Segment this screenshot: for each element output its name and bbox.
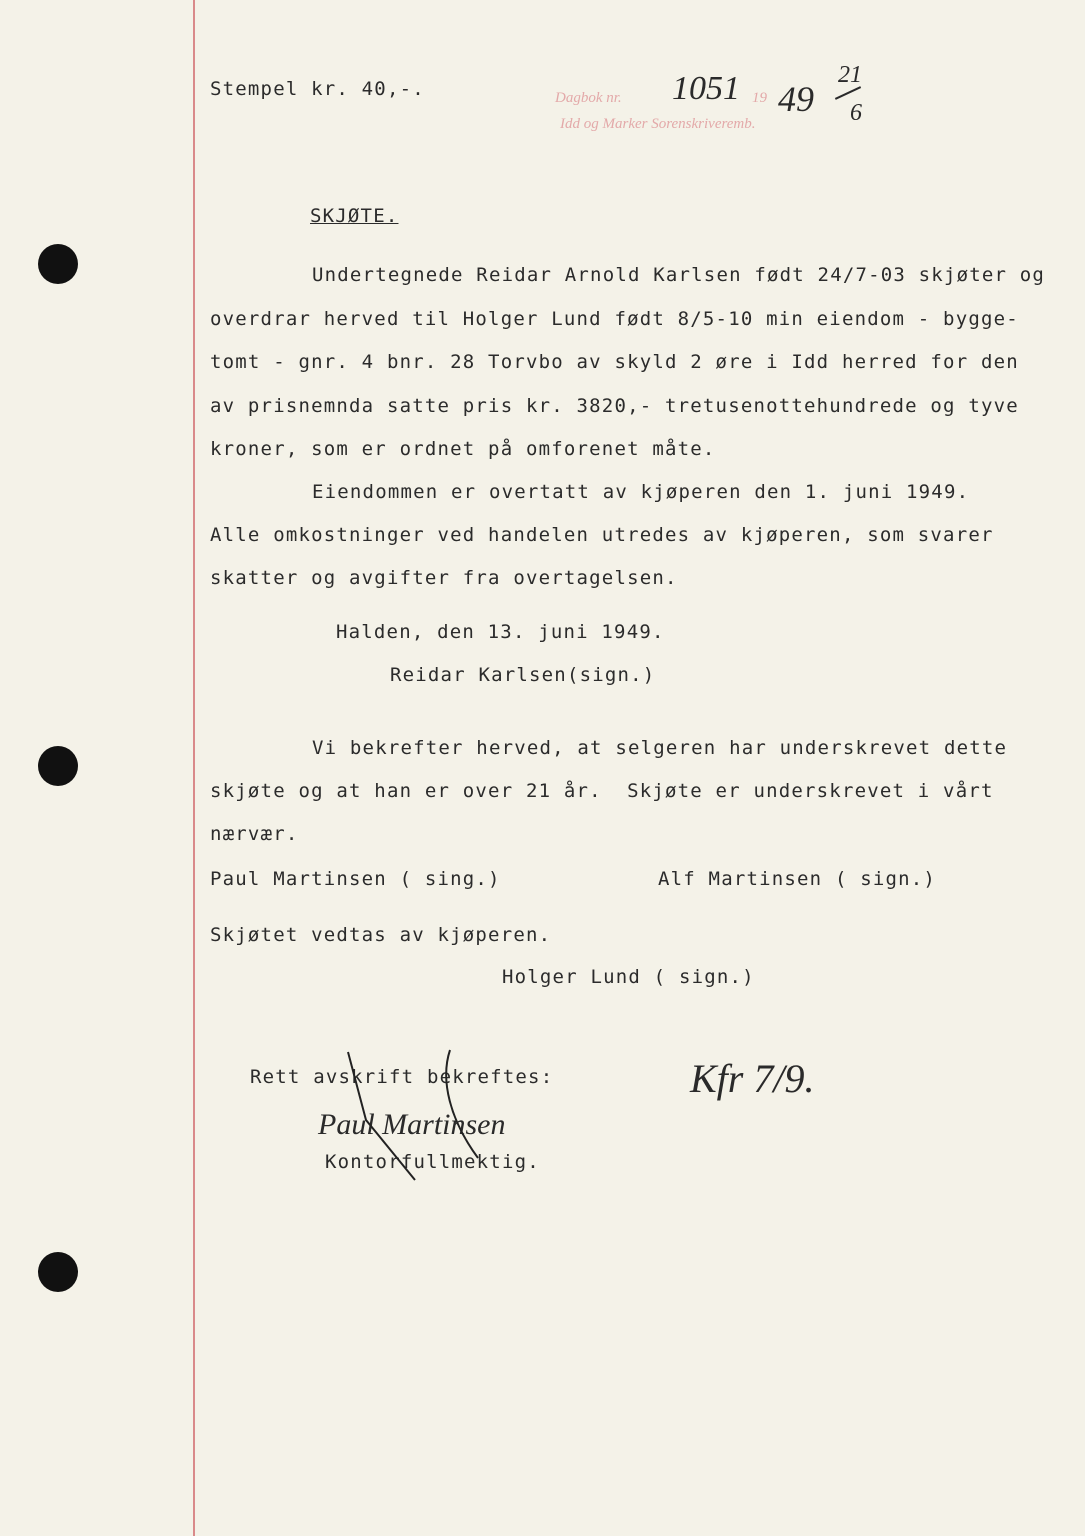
- stamp-fee: Stempel kr. 40,-.: [210, 78, 425, 100]
- body-line: Alle omkostninger ved handelen utredes av kjøperen, som svarer: [210, 524, 994, 546]
- acceptance-text: Skjøtet vedtas av kjøperen.: [210, 924, 552, 946]
- registry-day: 21: [838, 62, 862, 88]
- witness-1: Paul Martinsen ( sing.): [210, 868, 501, 890]
- punch-hole: [38, 746, 78, 786]
- seller-signature: Reidar Karlsen(sign.): [390, 664, 656, 686]
- handwritten-note: Kfr 7/9.: [690, 1056, 815, 1101]
- punch-hole: [38, 244, 78, 284]
- signatory-title: Kontorfullmektig.: [325, 1151, 540, 1173]
- registry-printed-line2: Idd og Marker Sorenskriveremb.: [560, 116, 756, 132]
- certification-text: Rett avskrift bekreftes:: [250, 1066, 554, 1088]
- registry-printed-prefix: Dagbok nr.: [555, 90, 622, 106]
- body-line: Undertegnede Reidar Arnold Karlsen født 24/7-03 skjøter og: [312, 264, 1046, 286]
- registry-year-prefix: 19: [752, 90, 767, 106]
- body-line: Eiendommen er overtatt av kjøperen den 1. juni 1949.: [312, 481, 970, 503]
- witness-text-line: nærvær.: [210, 823, 299, 845]
- body-line: kroner, som er ordnet på omforenet måte.: [210, 438, 716, 460]
- body-line: av prisnemnda satte pris kr. 3820,- tretusenottehundrede og tyve: [210, 395, 1019, 417]
- registry-month: 6: [850, 100, 862, 126]
- place-date: Halden, den 13. juni 1949.: [336, 621, 665, 643]
- signature-strokes: [300, 1040, 500, 1180]
- witness-text-line: Vi bekrefter herved, at selgeren har underskrevet dette: [312, 737, 1008, 759]
- body-line: overdrar herved til Holger Lund født 8/5-10 min eiendom - bygge-: [210, 308, 1019, 330]
- buyer-signature: Holger Lund ( sign.): [502, 966, 755, 988]
- registry-number: 1051: [672, 70, 740, 107]
- registry-year: 49: [778, 79, 814, 119]
- witness-2: Alf Martinsen ( sign.): [658, 868, 937, 890]
- margin-line: [193, 0, 195, 1536]
- handwritten-signature: Paul Martinsen: [318, 1108, 506, 1141]
- body-line: skatter og avgifter fra overtagelsen.: [210, 567, 678, 589]
- document-title: SKJØTE.: [310, 205, 399, 227]
- punch-hole: [38, 1252, 78, 1292]
- body-line: tomt - gnr. 4 bnr. 28 Torvbo av skyld 2 øre i Idd herred for den: [210, 351, 1019, 373]
- witness-text-line: skjøte og at han er over 21 år. Skjøte er underskrevet i vårt: [210, 780, 994, 802]
